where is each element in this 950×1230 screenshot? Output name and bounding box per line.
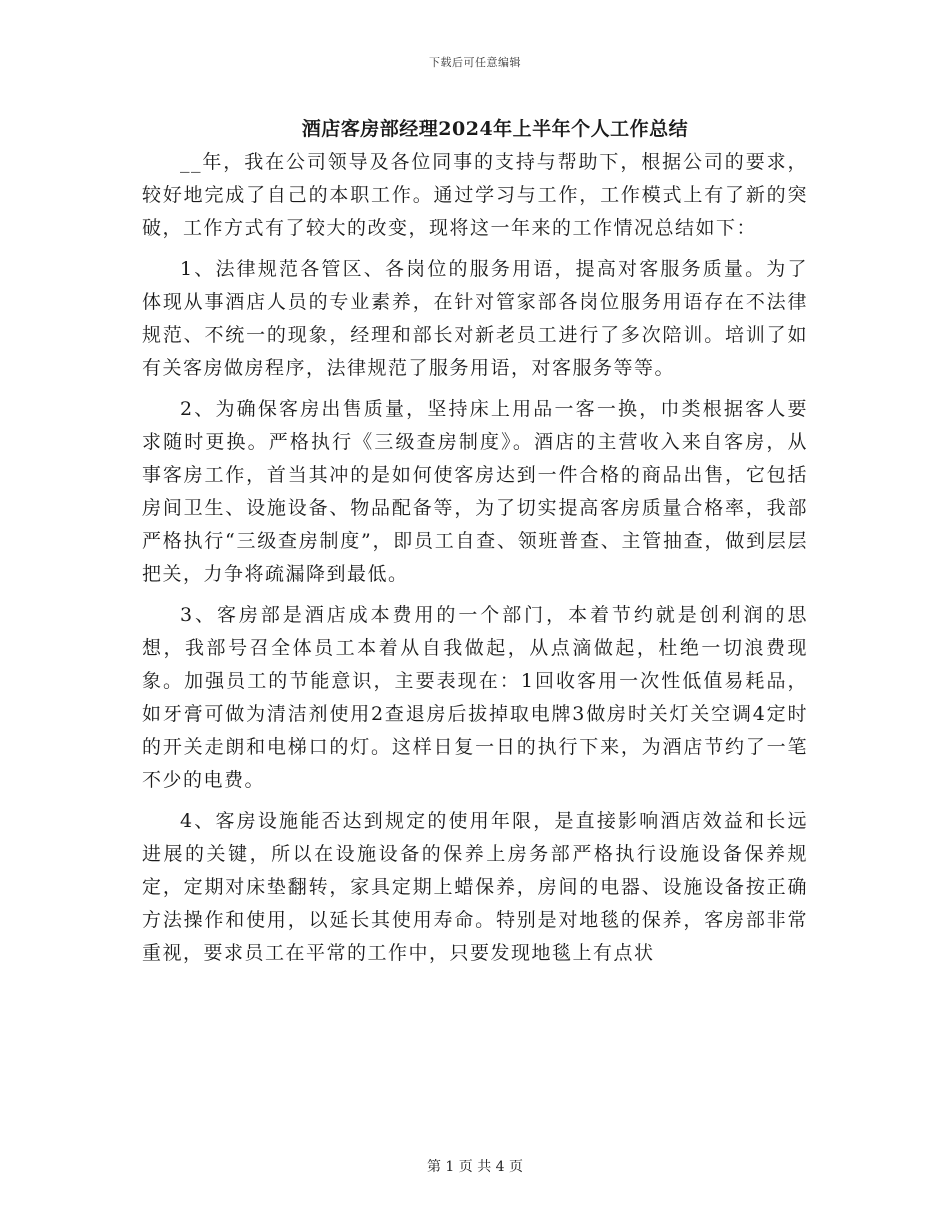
paragraph-2: 2、为确保客房出售质量，坚持床上用品一客一换，巾类根据客人要求随时更换。严格执行《三级查房制度》。酒店的主营收入来自客房，从事客房工作，首当其冲的是如何使客房达到一件合格的商品出售，它包括房间卫生、设施设备、物品配备等，为了切实提高客房质量合格率，我部严格执行“三级查房制度”，即员工自查、领班普查、主管抽查，做到层层把关，力争将疏漏降到最低。: [142, 398, 808, 585]
paragraph-1: 1、法律规范各管区、各岗位的服务用语，提高对客服务质量。为了体现从事酒店人员的专业素养，在针对管家部各岗位服务用语存在不法律规范、不统一的现象，经理和部长对新老员工进行了多次陪训。培训了如有关客房做房程序，法律规范了服务用语，对客服务等等。: [142, 258, 808, 379]
page-footer: 第 1 页 共 4 页: [426, 1159, 524, 1175]
paragraph-intro: __年，我在公司领导及各位同事的支持与帮助下，根据公司的要求，较好地完成了自己的本职工作。通过学习与工作，工作模式上有了新的突破，工作方式有了较大的改变，现将这一年来的工作情况总结如下：: [142, 151, 808, 239]
document-body: [142, 146, 808, 970]
document-title: 酒店客房部经理2024年上半年个人工作总结: [301, 118, 689, 140]
paragraph-4: 4、客房设施能否达到规定的使用年限，是直接影响酒店效益和长远进展的关键，所以在设施设备的保养上房务部严格执行设施设备保养规定，定期对床垫翻转，家具定期上蜡保养，房间的电器、设施设备按正确方法操作和使用，以延长其使用寿命。特别是对地毯的保养，客房部非常重视，要求员工在平常的工作中，只要发现地毯上有点状: [142, 810, 808, 964]
page-header: 下载后可任意编辑: [429, 56, 521, 69]
paragraph-3: 3、客房部是酒店成本费用的一个部门，本着节约就是创利润的思想，我部号召全体员工本着从自我做起，从点滴做起，杜绝一切浪费现象。加强员工的节能意识，主要表现在：1回收客用一次性低值易耗品，如牙膏可做为清洁剂使用2查退房后拔掉取电牌3做房时关灯关空调4定时的开关走朗和电梯口的灯。这样日复一日的执行下来，为酒店节约了一笔不少的电费。: [142, 604, 808, 791]
